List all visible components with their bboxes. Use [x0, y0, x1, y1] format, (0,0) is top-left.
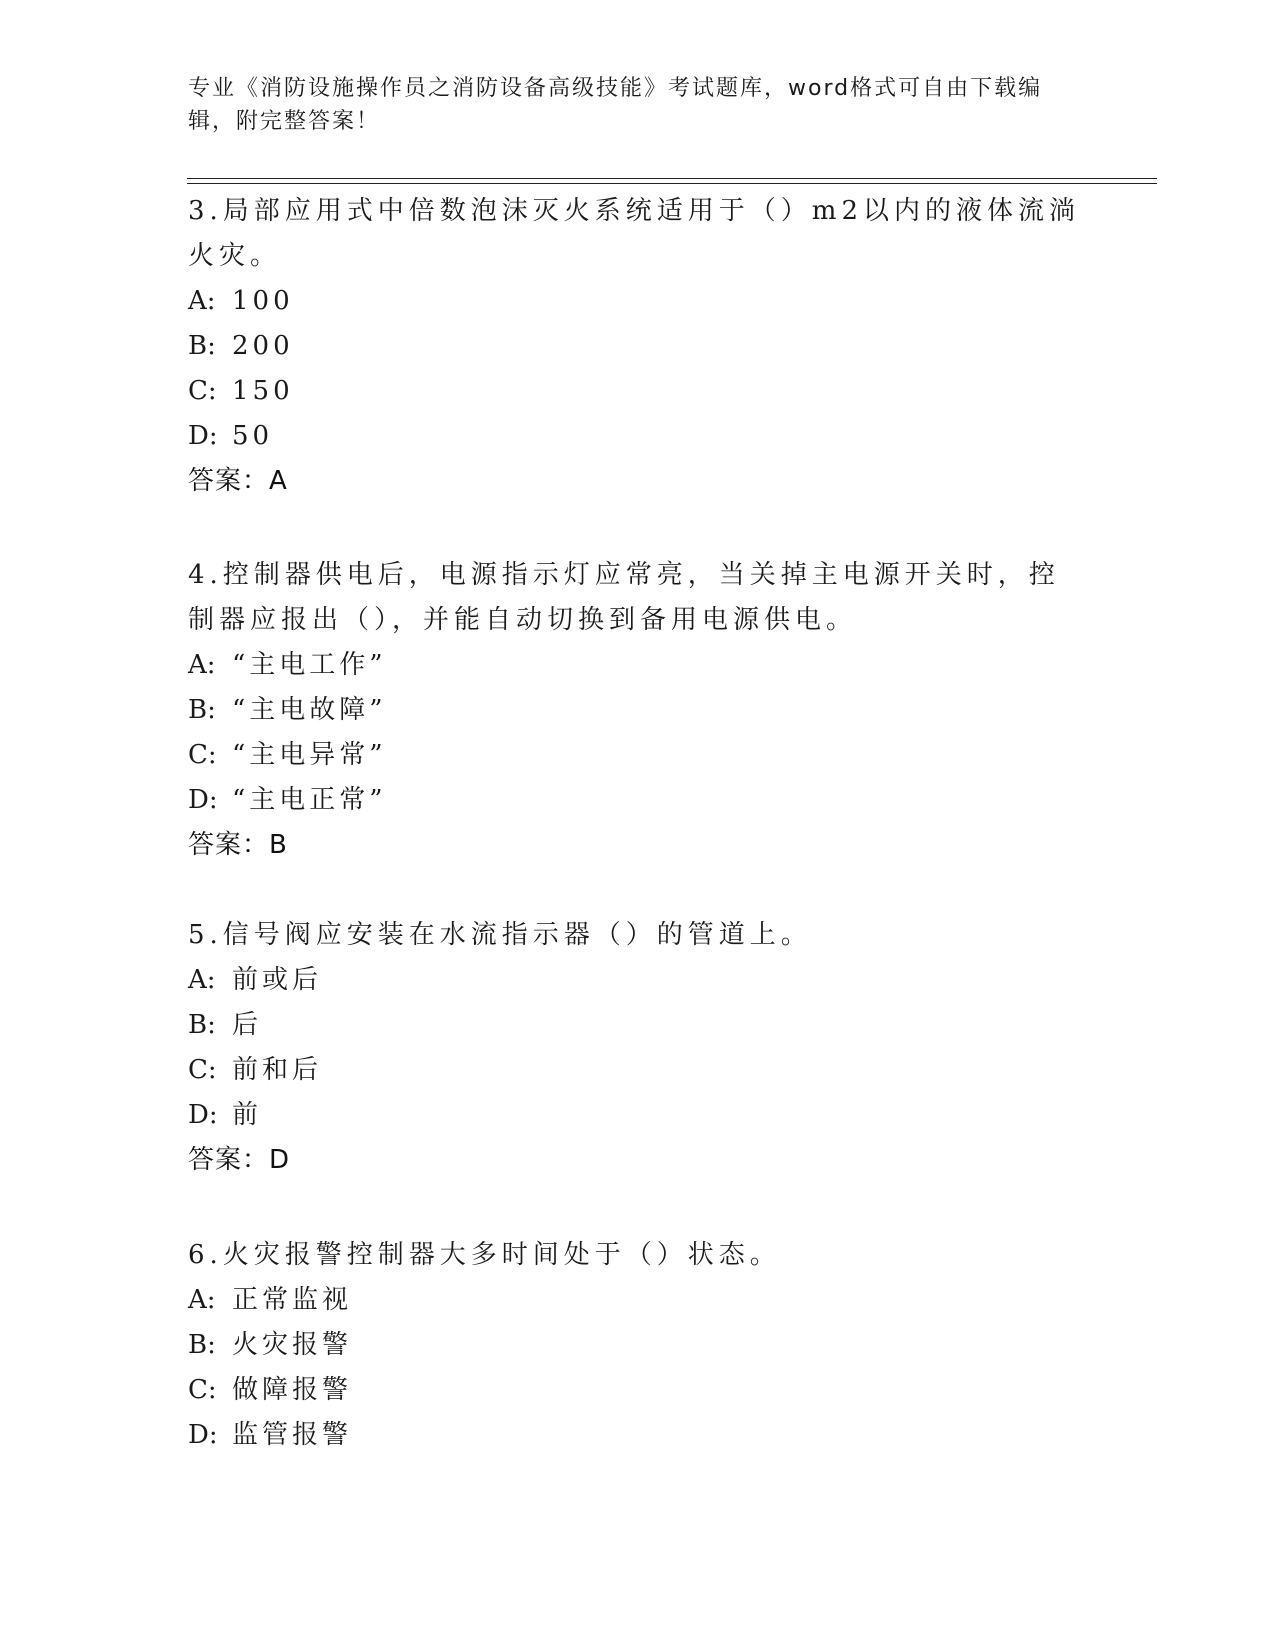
option-text: 50 [232, 421, 274, 451]
option-key: A: [188, 965, 216, 995]
answer-line: 答案：B [188, 830, 288, 860]
option-d [188, 778, 1088, 823]
option-key: B: [188, 1330, 216, 1360]
option-key: C: [188, 376, 217, 406]
option-text: “主电正常” [232, 785, 387, 815]
option-b [188, 1003, 1088, 1048]
option-text: “主电故障” [232, 695, 387, 725]
header-divider-bottom [187, 183, 1157, 184]
option-a [188, 958, 1088, 1003]
option-key: D: [188, 421, 218, 451]
answer-line: 答案：D [188, 1145, 291, 1175]
option-text: 100 [232, 286, 294, 316]
question-stem: 6.火灾报警控制器大多时间处于（）状态。 [188, 1240, 781, 1270]
question-5 [188, 913, 1088, 1183]
question-4 [188, 553, 1088, 868]
option-c [188, 1048, 1088, 1093]
option-text: “主电异常” [232, 740, 387, 770]
header-divider-top [187, 178, 1157, 179]
option-text: 150 [232, 376, 294, 406]
option-c [188, 1368, 1088, 1413]
question-3 [188, 189, 1088, 504]
option-text: 监管报警 [232, 1420, 353, 1450]
option-text: 前和后 [232, 1055, 323, 1085]
option-c [188, 369, 1088, 414]
option-b [188, 688, 1088, 733]
document-intro: 专业《消防设施操作员之消防设备高级技能》考试题库，word格式可自由下载编辑，附完整答案！ [188, 76, 1043, 134]
option-text: 前或后 [232, 965, 323, 995]
option-key: D: [188, 1100, 218, 1130]
option-key: D: [188, 785, 218, 815]
option-text: 前 [232, 1100, 263, 1130]
option-key: A: [188, 286, 216, 316]
option-d [188, 1093, 1088, 1138]
option-text: 后 [232, 1010, 263, 1040]
option-b [188, 1323, 1088, 1368]
option-c [188, 733, 1088, 778]
option-key: C: [188, 740, 217, 770]
option-key: C: [188, 1055, 217, 1085]
question-stem: 5.信号阀应安装在水流指示器（）的管道上。 [188, 920, 812, 950]
option-key: B: [188, 1010, 216, 1040]
option-a [188, 279, 1088, 324]
option-key: D: [188, 1420, 218, 1450]
option-text: “主电工作” [232, 650, 387, 680]
option-key: B: [188, 695, 216, 725]
question-stem: 3.局部应用式中倍数泡沫灭火系统适用于（）m2以内的液体流淌火灾。 [188, 196, 1081, 271]
option-b [188, 324, 1088, 369]
option-a [188, 643, 1088, 688]
option-d [188, 1413, 1088, 1458]
option-text: 200 [232, 331, 294, 361]
option-d [188, 414, 1088, 459]
option-a [188, 1278, 1088, 1323]
option-text: 做障报警 [232, 1375, 353, 1405]
question-stem: 4.控制器供电后，电源指示灯应常亮，当关掉主电源开关时，控制器应报出（），并能自动切换到备用电源供电。 [188, 560, 1060, 635]
question-6 [188, 1233, 1088, 1458]
option-text: 正常监视 [232, 1285, 353, 1315]
option-text: 火灾报警 [232, 1330, 353, 1360]
option-key: A: [188, 650, 216, 680]
option-key: B: [188, 331, 216, 361]
option-key: C: [188, 1375, 217, 1405]
option-key: A: [188, 1285, 216, 1315]
answer-line: 答案：A [188, 466, 288, 496]
